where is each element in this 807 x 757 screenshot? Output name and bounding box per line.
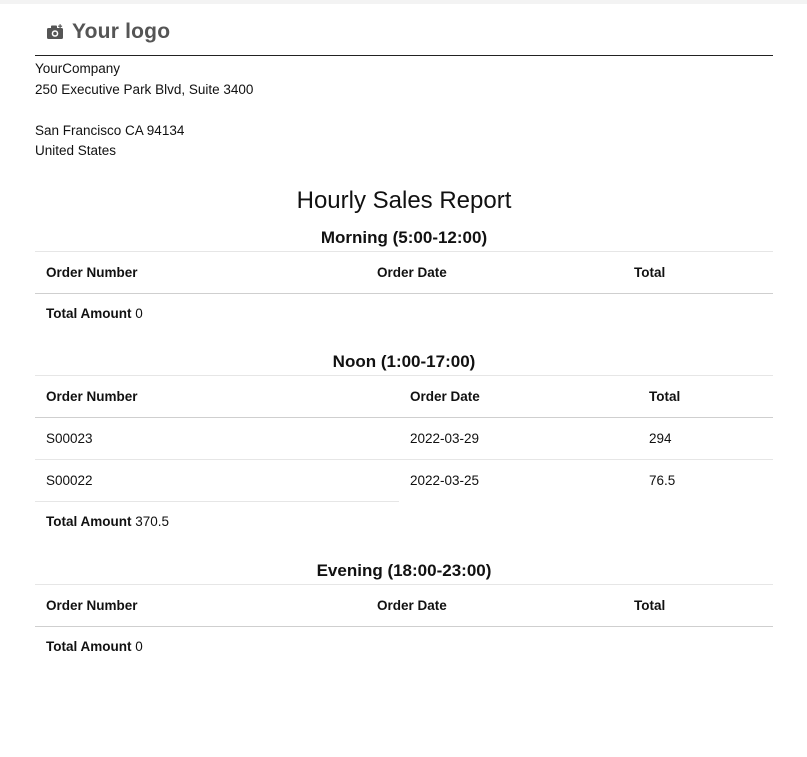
column-order-number: Order Number bbox=[35, 376, 399, 418]
total-amount bbox=[35, 502, 773, 542]
company-logo bbox=[46, 20, 170, 44]
column-order-date: Order Date bbox=[366, 252, 623, 294]
total-amount-label: Total Amount bbox=[46, 639, 132, 654]
section-evening bbox=[35, 558, 773, 667]
column-total: Total bbox=[638, 376, 773, 418]
column-total: Total bbox=[623, 252, 773, 294]
column-order-number: Order Number bbox=[35, 585, 366, 627]
orders-table bbox=[35, 375, 773, 502]
report-page bbox=[35, 0, 773, 654]
cell-order-number: S00023 bbox=[35, 418, 399, 460]
logo-text: Your logo bbox=[72, 20, 171, 43]
cell-total: 76.5 bbox=[649, 473, 676, 489]
total-amount bbox=[35, 627, 773, 667]
column-order-number: Order Number bbox=[35, 252, 366, 294]
total-amount bbox=[35, 294, 773, 334]
cell-order-date: 2022-03-25 bbox=[410, 473, 480, 489]
column-order-date: Order Date bbox=[399, 376, 638, 418]
column-order-date: Order Date bbox=[366, 585, 623, 627]
cell-order-date: 2022-03-29 bbox=[399, 418, 638, 460]
table-row bbox=[35, 460, 773, 502]
cell-order-number: S00022 bbox=[35, 460, 399, 502]
total-amount-label: Total Amount bbox=[46, 306, 132, 321]
section-morning bbox=[35, 225, 773, 334]
table-header-row bbox=[35, 585, 773, 627]
camera-icon bbox=[46, 23, 64, 41]
section-title: Morning (5:00-12:00) bbox=[320, 228, 488, 247]
company-street: 250 Executive Park Blvd, Suite 3400 bbox=[35, 81, 254, 97]
total-amount-value: 370.5 bbox=[135, 514, 170, 529]
company-name: YourCompany bbox=[35, 61, 121, 76]
section-noon bbox=[35, 349, 773, 542]
orders-table bbox=[35, 251, 773, 294]
company-city: San Francisco CA 94134 bbox=[35, 122, 185, 138]
total-amount-value: 0 bbox=[135, 639, 143, 654]
total-amount-value: 0 bbox=[135, 306, 143, 321]
table-header-row bbox=[35, 376, 773, 418]
cell-total: 294 bbox=[638, 418, 773, 460]
total-amount-label: Total Amount bbox=[46, 514, 132, 529]
report-title: Hourly Sales Report bbox=[296, 187, 512, 214]
orders-table bbox=[35, 584, 773, 627]
section-title: Noon (1:00-17:00) bbox=[332, 352, 476, 371]
report-header bbox=[35, 0, 773, 56]
table-header-row bbox=[35, 252, 773, 294]
column-total: Total bbox=[623, 585, 773, 627]
company-address bbox=[35, 59, 773, 162]
table-row bbox=[35, 418, 773, 460]
company-country: United States bbox=[35, 143, 117, 158]
section-title: Evening (18:00-23:00) bbox=[316, 561, 492, 580]
